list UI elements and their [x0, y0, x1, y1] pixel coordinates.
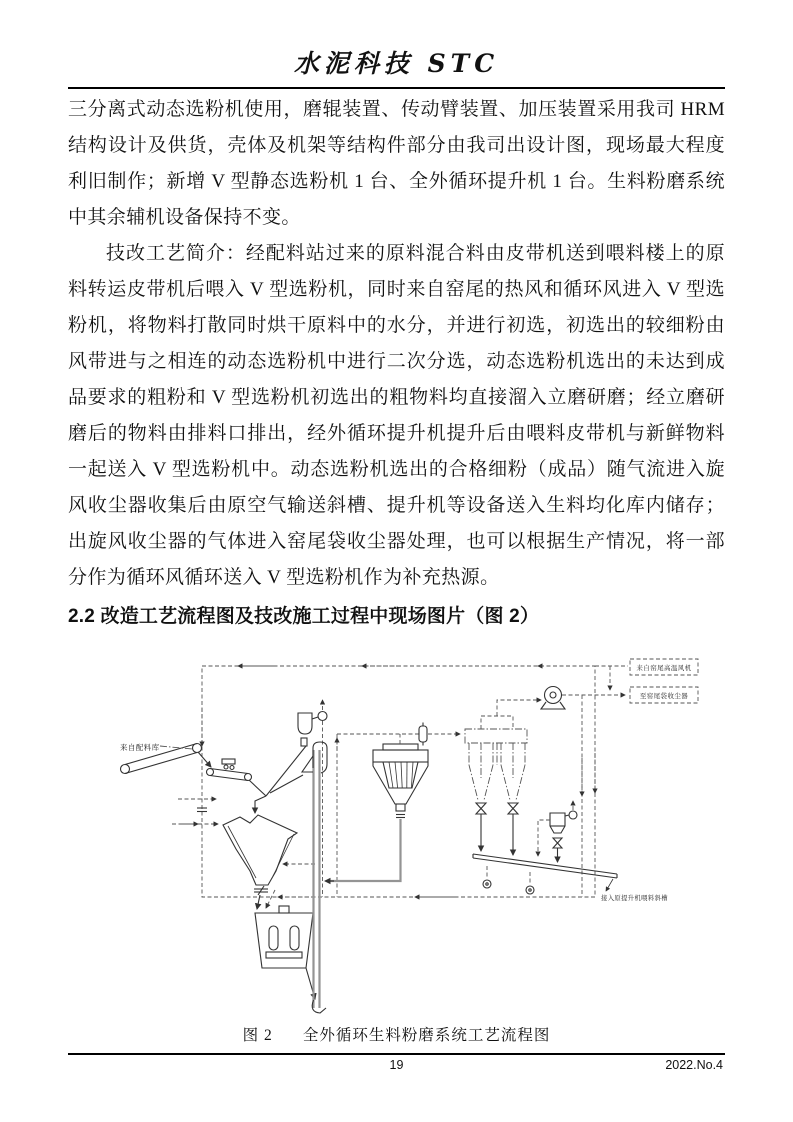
page-number: 19: [389, 1058, 404, 1072]
figure-caption: [68, 1026, 725, 1046]
figure-caption-number: 图 2: [242, 1027, 273, 1044]
duct-inline-valve: [419, 726, 427, 742]
bucket-elevator: [302, 742, 327, 1013]
label-box-bag-collector: [630, 687, 698, 703]
elevator-chute-label: 接入原提升机喂料斜槽: [601, 895, 668, 902]
label-box-kiln-fan: [630, 659, 698, 675]
footer-rule: [68, 1053, 725, 1055]
twin-cyclones: [465, 700, 541, 855]
cyclone1-discharge-valve: [476, 803, 486, 814]
issue-number: 2022.No.4: [665, 1058, 723, 1072]
vertical-roller-mill: [255, 906, 313, 968]
bag-collector-label: 至窑尾袋收尘器: [639, 693, 689, 700]
v-type-separator: [223, 815, 297, 895]
aeration-blower-1: [483, 880, 491, 888]
figure-caption-title: 全外循环生料粉磨系统工艺流程图: [302, 1027, 551, 1044]
belt-conveyor-2: [207, 759, 252, 781]
cyclone2-discharge-valve: [508, 803, 518, 814]
paragraph-1: 三分离式动态选粉机使用，磨辊装置、传动臂装置、加压装置采用我司 HRM 结构设计及供货，壳体及机架等结构件部分由我司出设计图，现场最大程度利旧制作；新增 V 型静态选粉机 1 台、全外循环提升机 1 台。生料粉磨系统中其余辅机设备保持不变。: [68, 99, 725, 228]
flow-diagram-svg: [70, 638, 720, 1018]
aeration-blower-2: [526, 886, 534, 894]
process-flow-diagram: [68, 638, 725, 1020]
circulation-fan: [541, 687, 565, 710]
kiln-fan-label: 来自窑尾高温风机: [636, 665, 692, 672]
surge-bin: [550, 811, 577, 848]
journal-title: 水泥科技 STC: [293, 49, 500, 78]
paragraph-2: 技改工艺简介：经配料站过来的原料混合料由皮带机送到喂料楼上的原料转运皮带机后喂入 V 型选粉机，同时来自窑尾的热风和循环风进入 V 型选粉机，将物料打散同时烘干原料中的水分，并进行初选，初选出的较细粉由风带进与之相连的动态选粉机中进行二次分选，动态选粉机选出的未达到成品要求的粗粉和 V 型选粉机初选出的粗物料均直接溜入立磨研磨；经立磨研磨后的物料由排料口排出，经外循环提升机提升后由喂料皮带机与新鲜物料一起送入 V 型选粉机中。动态选粉机选出的合格细粉（成品）随气流进入旋风收尘器收集后由原空气输送斜槽、提升机等设备送入生料均化库内储存；出旋风收尘器的气体进入窑尾袋收尘器处理，也可以根据生产情况，将一部分作为循环风循环送入 V 型选粉机作为补充热源。: [68, 243, 725, 588]
header-rule: [68, 87, 725, 89]
batching-silo-label: 来自配料库: [120, 743, 160, 752]
article-body: [68, 92, 725, 1046]
dynamic-separator: [373, 734, 428, 818]
section-heading: 2.2 改造工艺流程图及技改施工过程中现场图片（图 2）: [68, 606, 540, 627]
